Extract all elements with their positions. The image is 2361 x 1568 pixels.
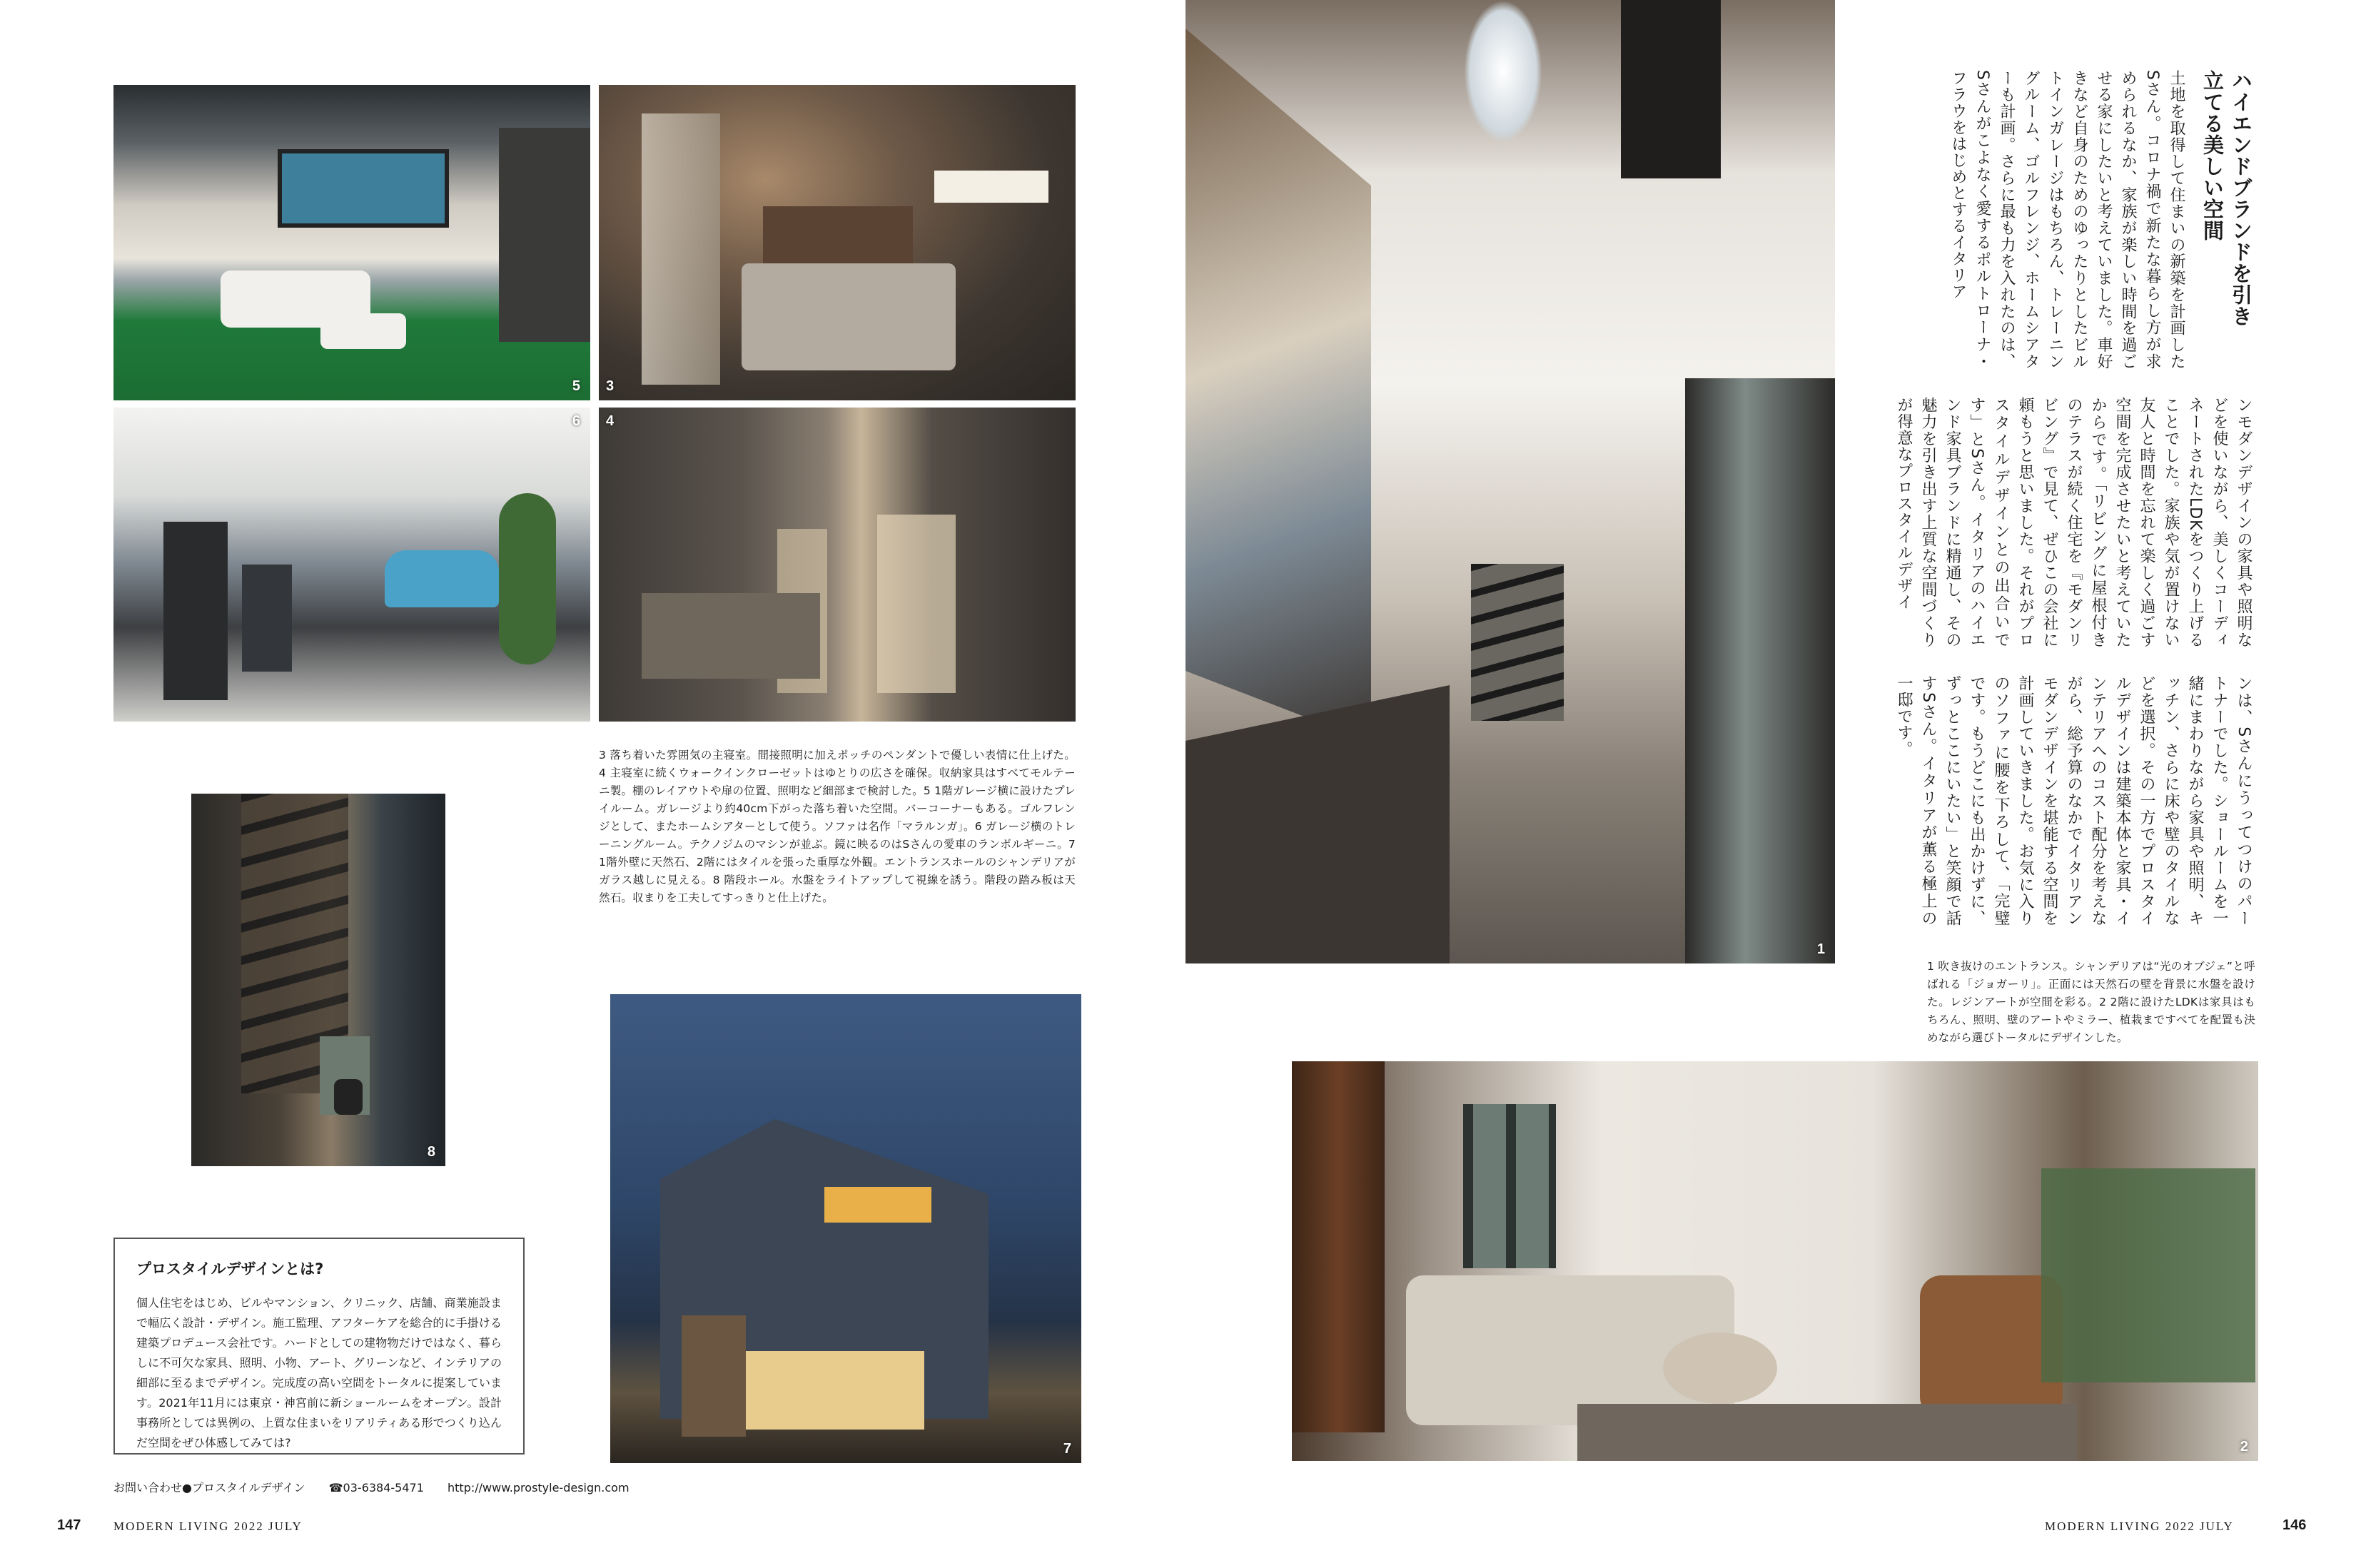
page-number-right: 146 — [2282, 1517, 2307, 1533]
photo-entrance — [1185, 0, 1835, 963]
caption-right: 1 吹き抜けのエントランス。シャンデリアは“光のオブジェ”と呼ばれる「ジョガーリ」。正面には天然石の壁を背景に水盤を設けた。レジンアートが空間を彩る。2 2階に設けたLDKは家具はもちろん、照明、壁のアートやミラー、植栽まですべてを配置も決めながら選びトータルにデザインした。 — [1927, 960, 2255, 1044]
article-column-2: ンモダンデザインの家具や照明などを使いながら、美しくコーディネートされたLDKをつくり上げることでした。家族や気が置けない友人と時間を忘れて楽しく過ごす空間を完成させたいと考えていたからです。「リビングに屋根付きのテラスが続く住宅を『モダンリビング』で見て、ぜひこの会社に頼もうと思いました。それがプロスタイルデザインとの出合いです」とSさん。イタリアのハイエンド家具ブランドに精通し、その魅力を引き出す上質な空間づくりが得意なプロスタイルデザイ — [1895, 397, 2253, 648]
info-box-body: 個人住宅をはじめ、ビルやマンション、クリニック、店舗、商業施設まで幅広く設計・デザイン。施工監理、アフターケアを総合的に手掛ける建築プロデュース会社です。ハードとしての建物物だけではなく、暮らしに不可欠な家具、照明、小物、アート、グリーンなど、インテリアの細部に至るまでデザイン。完成度の高い空間をトータルに提案しています。2021年11月には東京・神宮前に新ショールームをオープン。設計事務所としては異例の、上質な住まいをリアリティある形でつくり込んだ空間をぜひ体感してみては? — [136, 1296, 502, 1450]
photo-training-room — [113, 408, 590, 722]
info-box-title: プロスタイルデザインとは? — [136, 1260, 324, 1278]
article-heading: ハイエンドブランドを引き立てる美しい空間 — [2200, 70, 2253, 327]
info-box — [113, 1238, 525, 1455]
footer-right: MODERN LIVING 2022 JULY — [2045, 1519, 2234, 1533]
photo-playroom — [113, 85, 590, 400]
photo-bedroom — [599, 85, 1076, 400]
caption-left: 3 落ち着いた雰囲気の主寝室。間接照明に加えポッチのペンダントで優しい表情に仕上げた。4 主寝室に続くウォークインクローゼットはゆとりの広さを確保。収納家具はすべてモルテーニ製。棚のレイアウトや扉の位置、照明など細部まで検討した。5 1階ガレージ横に設けたプレイルーム。ガレージより約40cm下がった落ち着いた空間。バーコーナーもある。ゴルフレンジとして、またホームシアターとして使う。ソファは名作「マラルンガ」。6 ガレージ横のトレーニングルーム。テクノジムのマシンが並ぶ。鏡に映るのはSさんの愛車のランボルギーニ。7 1階外壁に天然石、2階にはタイルを張った重厚な外観。エントランスホールのシャンデリアがガラス越しに見える。8 階段ホール。水盤をライトアップして視線を誘う。階段の踏み板は天然石。収まりを工夫してすっきりと仕上げた。 — [599, 749, 1076, 904]
contact-phone: ☎03-6384-5471 — [328, 1481, 424, 1494]
footer-left: MODERN LIVING 2022 JULY — [113, 1519, 303, 1533]
photo-number: 6 — [572, 413, 580, 429]
article-column-3: ンは、Sさんにうってつけのパートナーでした。ショールームを一緒にまわりながら家具や照明、キッチン、さらに床や壁のタイルなどを選択。その一方でプロスタイルデザインは建築本体と家具・インテリアへのコスト配分を考えながら、総予算のなかでイタリアンモダンデザインを堪能する空間を計画していきました。お気に入りのソファに腰を下ろして、「完璧です。もうどこにも出かけずに、ずっとここにいたい」と笑顔で話すSさん。イタリアが薫る極上の一邸です。 — [1895, 675, 2253, 926]
photo-number: 2 — [2240, 1439, 2248, 1455]
photo-number: 3 — [606, 378, 615, 394]
contact-label: お問い合わせ●プロスタイルデザイン — [113, 1481, 305, 1494]
contact-url[interactable]: http://www.prostyle-design.com — [448, 1481, 630, 1494]
photo-walk-in-closet — [599, 408, 1076, 722]
photo-exterior — [610, 994, 1081, 1463]
photo-number: 4 — [606, 413, 615, 429]
photo-ldk — [1292, 1061, 2258, 1461]
article-column-1: 土地を取得して住まいの新築を計画したSさん。コロナ禍で新たな暮らし方が求められるなか、家族が楽しい時間を過ごせる家にしたいと考えていました。車好きなど自身のためのゆったりとしたビルトインガレージはもちろん、トレーニングルーム、ゴルフレンジ、ホームシアターも計画。さらに最も力を入れたのは、Sさんがこよなく愛するポルトローナ・フラウをはじめとするイタリア — [1949, 70, 2185, 370]
photo-number: 1 — [1816, 941, 1825, 957]
page-number-left: 147 — [57, 1517, 81, 1533]
contact-line — [113, 1479, 649, 1495]
photo-number: 7 — [1063, 1441, 1071, 1457]
photo-number: 5 — [572, 378, 580, 394]
photo-number: 8 — [427, 1144, 435, 1160]
photo-stair-hall — [191, 794, 445, 1166]
